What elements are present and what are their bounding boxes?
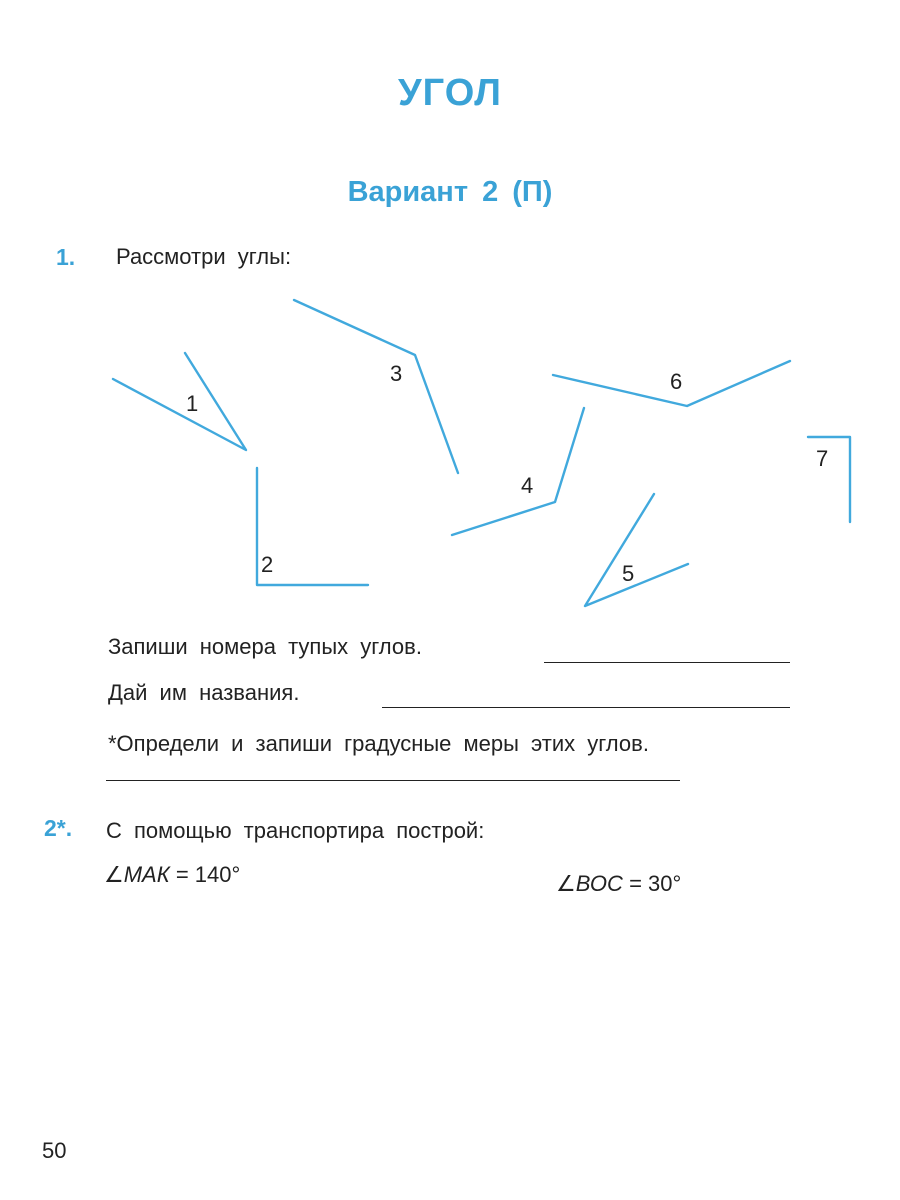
angle-4-label: 4 <box>521 473 534 498</box>
angle-5-shape <box>585 494 688 606</box>
angle-boc-name: ВОС <box>575 871 623 896</box>
angle-3-label: 3 <box>390 361 403 386</box>
angle-boc-value: = 30° <box>629 871 682 896</box>
angle-symbol-icon: ∠ <box>104 862 124 887</box>
task-1-number: 1. <box>56 244 76 270</box>
page-title: УГОЛ <box>398 72 502 114</box>
angle-7-label: 7 <box>816 446 829 471</box>
question-degree-measures: *Определи и запиши градусные меры этих углов. <box>108 731 649 756</box>
variant-heading: Вариант 2 (П) <box>347 176 553 208</box>
answer-line-angle-names[interactable] <box>382 707 790 708</box>
angle-mak-name: МАК <box>123 862 170 887</box>
angle-2-label: 2 <box>261 552 274 577</box>
angle-3-shape <box>294 300 458 473</box>
page-number: 50 <box>42 1138 67 1163</box>
angle-5-label: 5 <box>622 561 635 586</box>
angle-2-shape <box>257 468 368 585</box>
question-obtuse-numbers: Запиши номера тупых углов. <box>108 634 422 659</box>
task-2-prompt: С помощью транспортира построй: <box>106 818 485 843</box>
task-2-number: 2*. <box>44 815 73 841</box>
task-1-prompt: Рассмотри углы: <box>116 244 292 269</box>
angle-1-label: 1 <box>186 391 199 416</box>
angle-1-shape <box>113 353 246 450</box>
angle-mak-value: = 140° <box>175 862 241 887</box>
angle-7-shape <box>808 437 850 522</box>
answer-line-degree-measures[interactable] <box>106 780 680 781</box>
angle-symbol-icon: ∠ <box>556 871 576 896</box>
angle-4-shape <box>452 408 584 535</box>
answer-line-obtuse-numbers[interactable] <box>544 662 790 663</box>
question-angle-names: Дай им названия. <box>108 680 300 705</box>
angle-boc-expression <box>556 871 681 897</box>
angle-mak-expression <box>104 862 240 888</box>
angle-6-label: 6 <box>670 369 683 394</box>
